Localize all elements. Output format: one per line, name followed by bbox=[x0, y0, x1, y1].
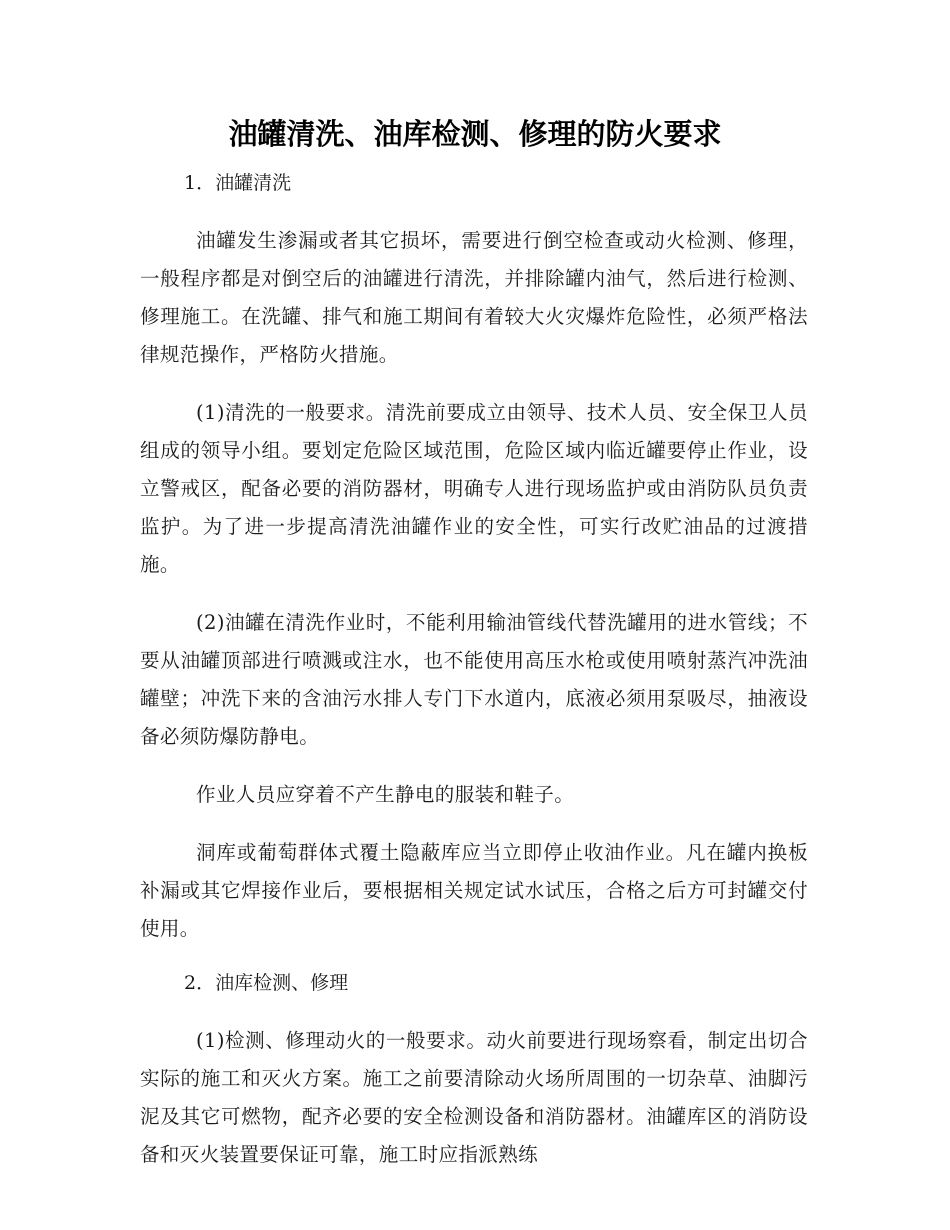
paragraph-5: 洞库或葡萄群体式覆土隐蔽库应当立即停止收油作业。凡在罐内换板补漏或其它焊接作业后，要根据相关规定试水试压，合格之后方可封罐交付使用。 bbox=[140, 841, 808, 940]
section-heading-1: 1．油罐清洗 bbox=[184, 172, 292, 194]
section-heading-2: 2．油库检测、修理 bbox=[184, 972, 349, 994]
paragraph-6: (1)检测、修理动火的一般要求。动火前要进行现场察看，制定出切合实际的施工和灭火方案。施工之前要清除动火场所周围的一切杂草、油脚污泥及其它可燃物，配齐必要的安全检测设备和消防器材。油罐库区的消防设备和灭火装置要保证可靠，施工时应指派熟练 bbox=[140, 1029, 808, 1166]
document-body bbox=[140, 168, 808, 1194]
paragraph-3: (2)油罐在清洗作业时，不能利用输油管线代替洗罐用的进水管线；不要从油罐顶部进行喷溅或注水，也不能使用高压水枪或使用喷射蒸汽冲洗油罐壁；冲洗下来的含油污水排人专门下水道内，底液必须用泵吸尽，抽液设备必须防爆防静电。 bbox=[140, 611, 808, 748]
paragraph-2: (1)清洗的一般要求。清洗前要成立由领导、技术人员、安全保卫人员组成的领导小组。要划定危险区域范围，危险区域内临近罐要停止作业，设立警戒区，配备必要的消防器材，明确专人进行现场监护或由消防队员负责监护。为了进一步提高清洗油罐作业的安全性，可实行改贮油品的过渡措施。 bbox=[140, 401, 808, 576]
paragraph-1: 油罐发生渗漏或者其它损坏，需要进行倒空检查或动火检测、修理，一般程序都是对倒空后的油罐进行清洗，并排除罐内油气，然后进行检测、修理施工。在洗罐、排气和施工期间有着较大火灾爆炸危险性，必须严格法律规范操作，严格防火措施。 bbox=[140, 229, 808, 366]
document-title: 油罐清洗、油库检测、修理的防火要求 bbox=[228, 117, 722, 151]
paragraph-4: 作业人员应穿着不产生静电的服装和鞋子。 bbox=[196, 783, 575, 806]
